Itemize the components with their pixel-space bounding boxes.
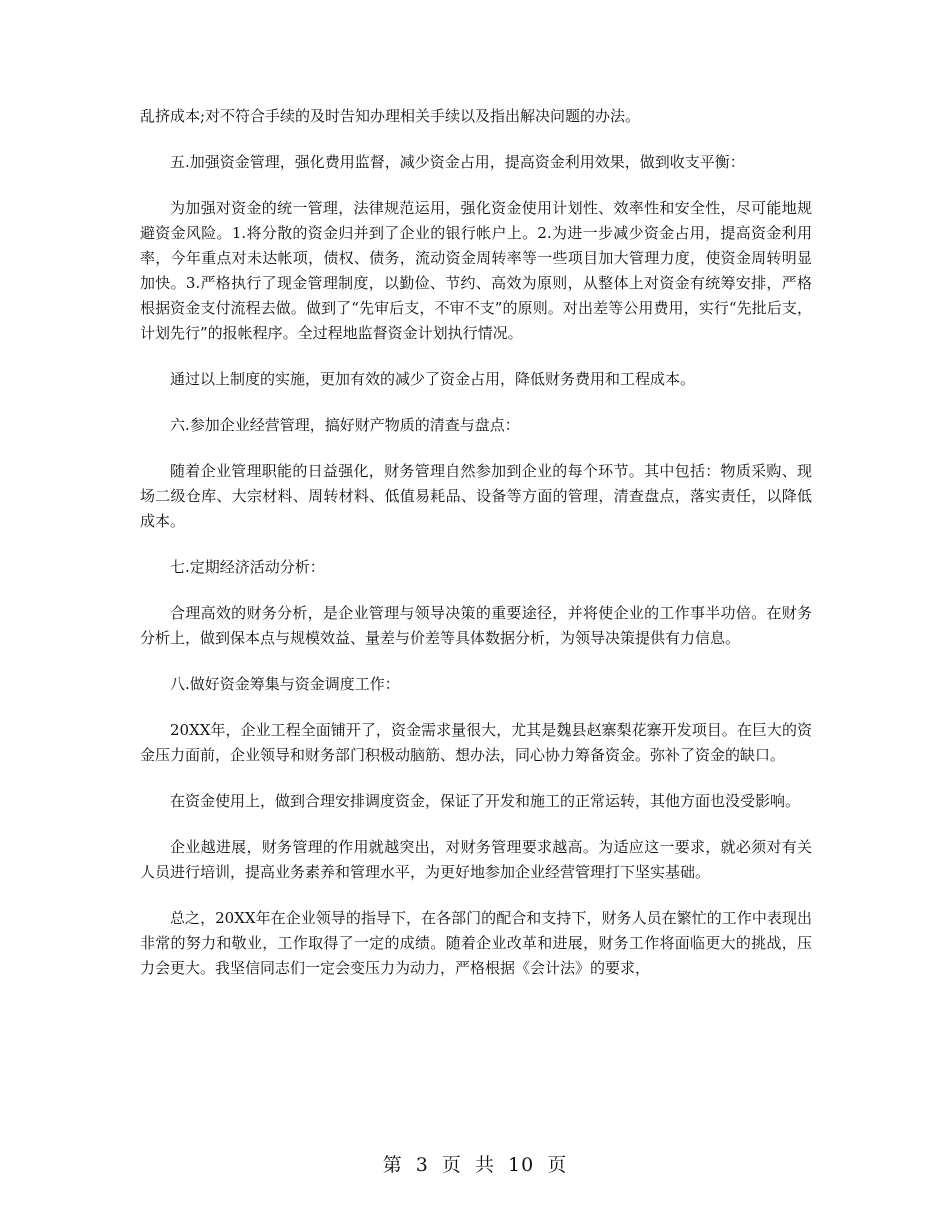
section-heading: 六.参加企业经营管理，搞好财产物质的清查与盘点： [170, 416, 520, 434]
document-body [140, 104, 812, 1002]
paragraph: 乱挤成本;对不符合手续的及时告知办理相关手续以及指出解决问题的办法。 [140, 107, 641, 125]
paragraph: 总之，20XX年在企业领导的指导下，在各部门的配合和支持下，财务人员在繁忙的工作中表现出非常的努力和敬业，工作取得了一定的成绩。随着企业改革和进展，财务工作将面临更大的挑战，压力会更大。我坚信同志们一定会变压力为动力，严格根据《会计法》的要求， [140, 909, 812, 977]
paragraph: 合理高效的财务分析，是企业管理与领导决策的重要途径，并将使企业的工作事半功倍。在财务分析上，做到保本点与规模效益、量差与价差等具体数据分析，为领导决策提供有力信息。 [140, 604, 812, 647]
section-heading: 七.定期经济活动分析： [170, 558, 325, 576]
page-number-footer: 第 3 页 共 10 页 [382, 1154, 568, 1176]
paragraph: 20XX年，企业工程全面铺开了，资金需求量很大，尤其是魏县赵寨梨花寨开发项目。在巨大的资金压力面前，企业领导和财务部门积极动脑筋、想办法，同心协力筹备资金。弥补了资金的缺口。 [140, 721, 812, 764]
paragraph: 通过以上制度的实施，更加有效的减少了资金占用，降低财务费用和工程成本。 [170, 370, 696, 388]
paragraph: 为加强对资金的统一管理，法律规范运用，强化资金使用计划性、效率性和安全性，尽可能地规避资金风险。1.将分散的资金归并到了企业的银行帐户上。2.为进一步减少资金占用，提高资金利用率，今年重点对未达帐项，债权、债务，流动资金周转率等一些项目加大管理力度，使资金周转明显加快。3.严格执行了现金管理制度，以勤俭、节约、高效为原则，从整体上对资金有统筹安排，严格根据资金支付流程去做。做到了“先审后支，不审不支”的原则。对出差等公用费用，实行“先批后支，计划先行”的报帐程序。全过程地监督资金计划执行情况。 [140, 199, 812, 342]
paragraph: 随着企业管理职能的日益强化，财务管理自然参加到企业的每个环节。其中包括：物质采购、现场二级仓库、大宗材料、周转材料、低值易耗品、设备等方面的管理，清查盘点，落实责任，以降低成本。 [140, 462, 812, 530]
paragraph: 在资金使用上，做到合理安排调度资金，保证了开发和施工的正常运转，其他方面也没受影响。 [170, 792, 801, 810]
paragraph: 企业越进展，财务管理的作用就越突出，对财务管理要求越高。为适应这一要求，就必须对有关人员进行培训，提高业务素养和管理水平，为更好地参加企业经营管理打下坚实基础。 [140, 838, 812, 881]
section-heading: 五.加强资金管理，强化费用监督，减少资金占用，提高资金利用效果，做到收支平衡： [170, 153, 745, 171]
section-heading: 八.做好资金筹集与资金调度工作： [170, 675, 400, 693]
